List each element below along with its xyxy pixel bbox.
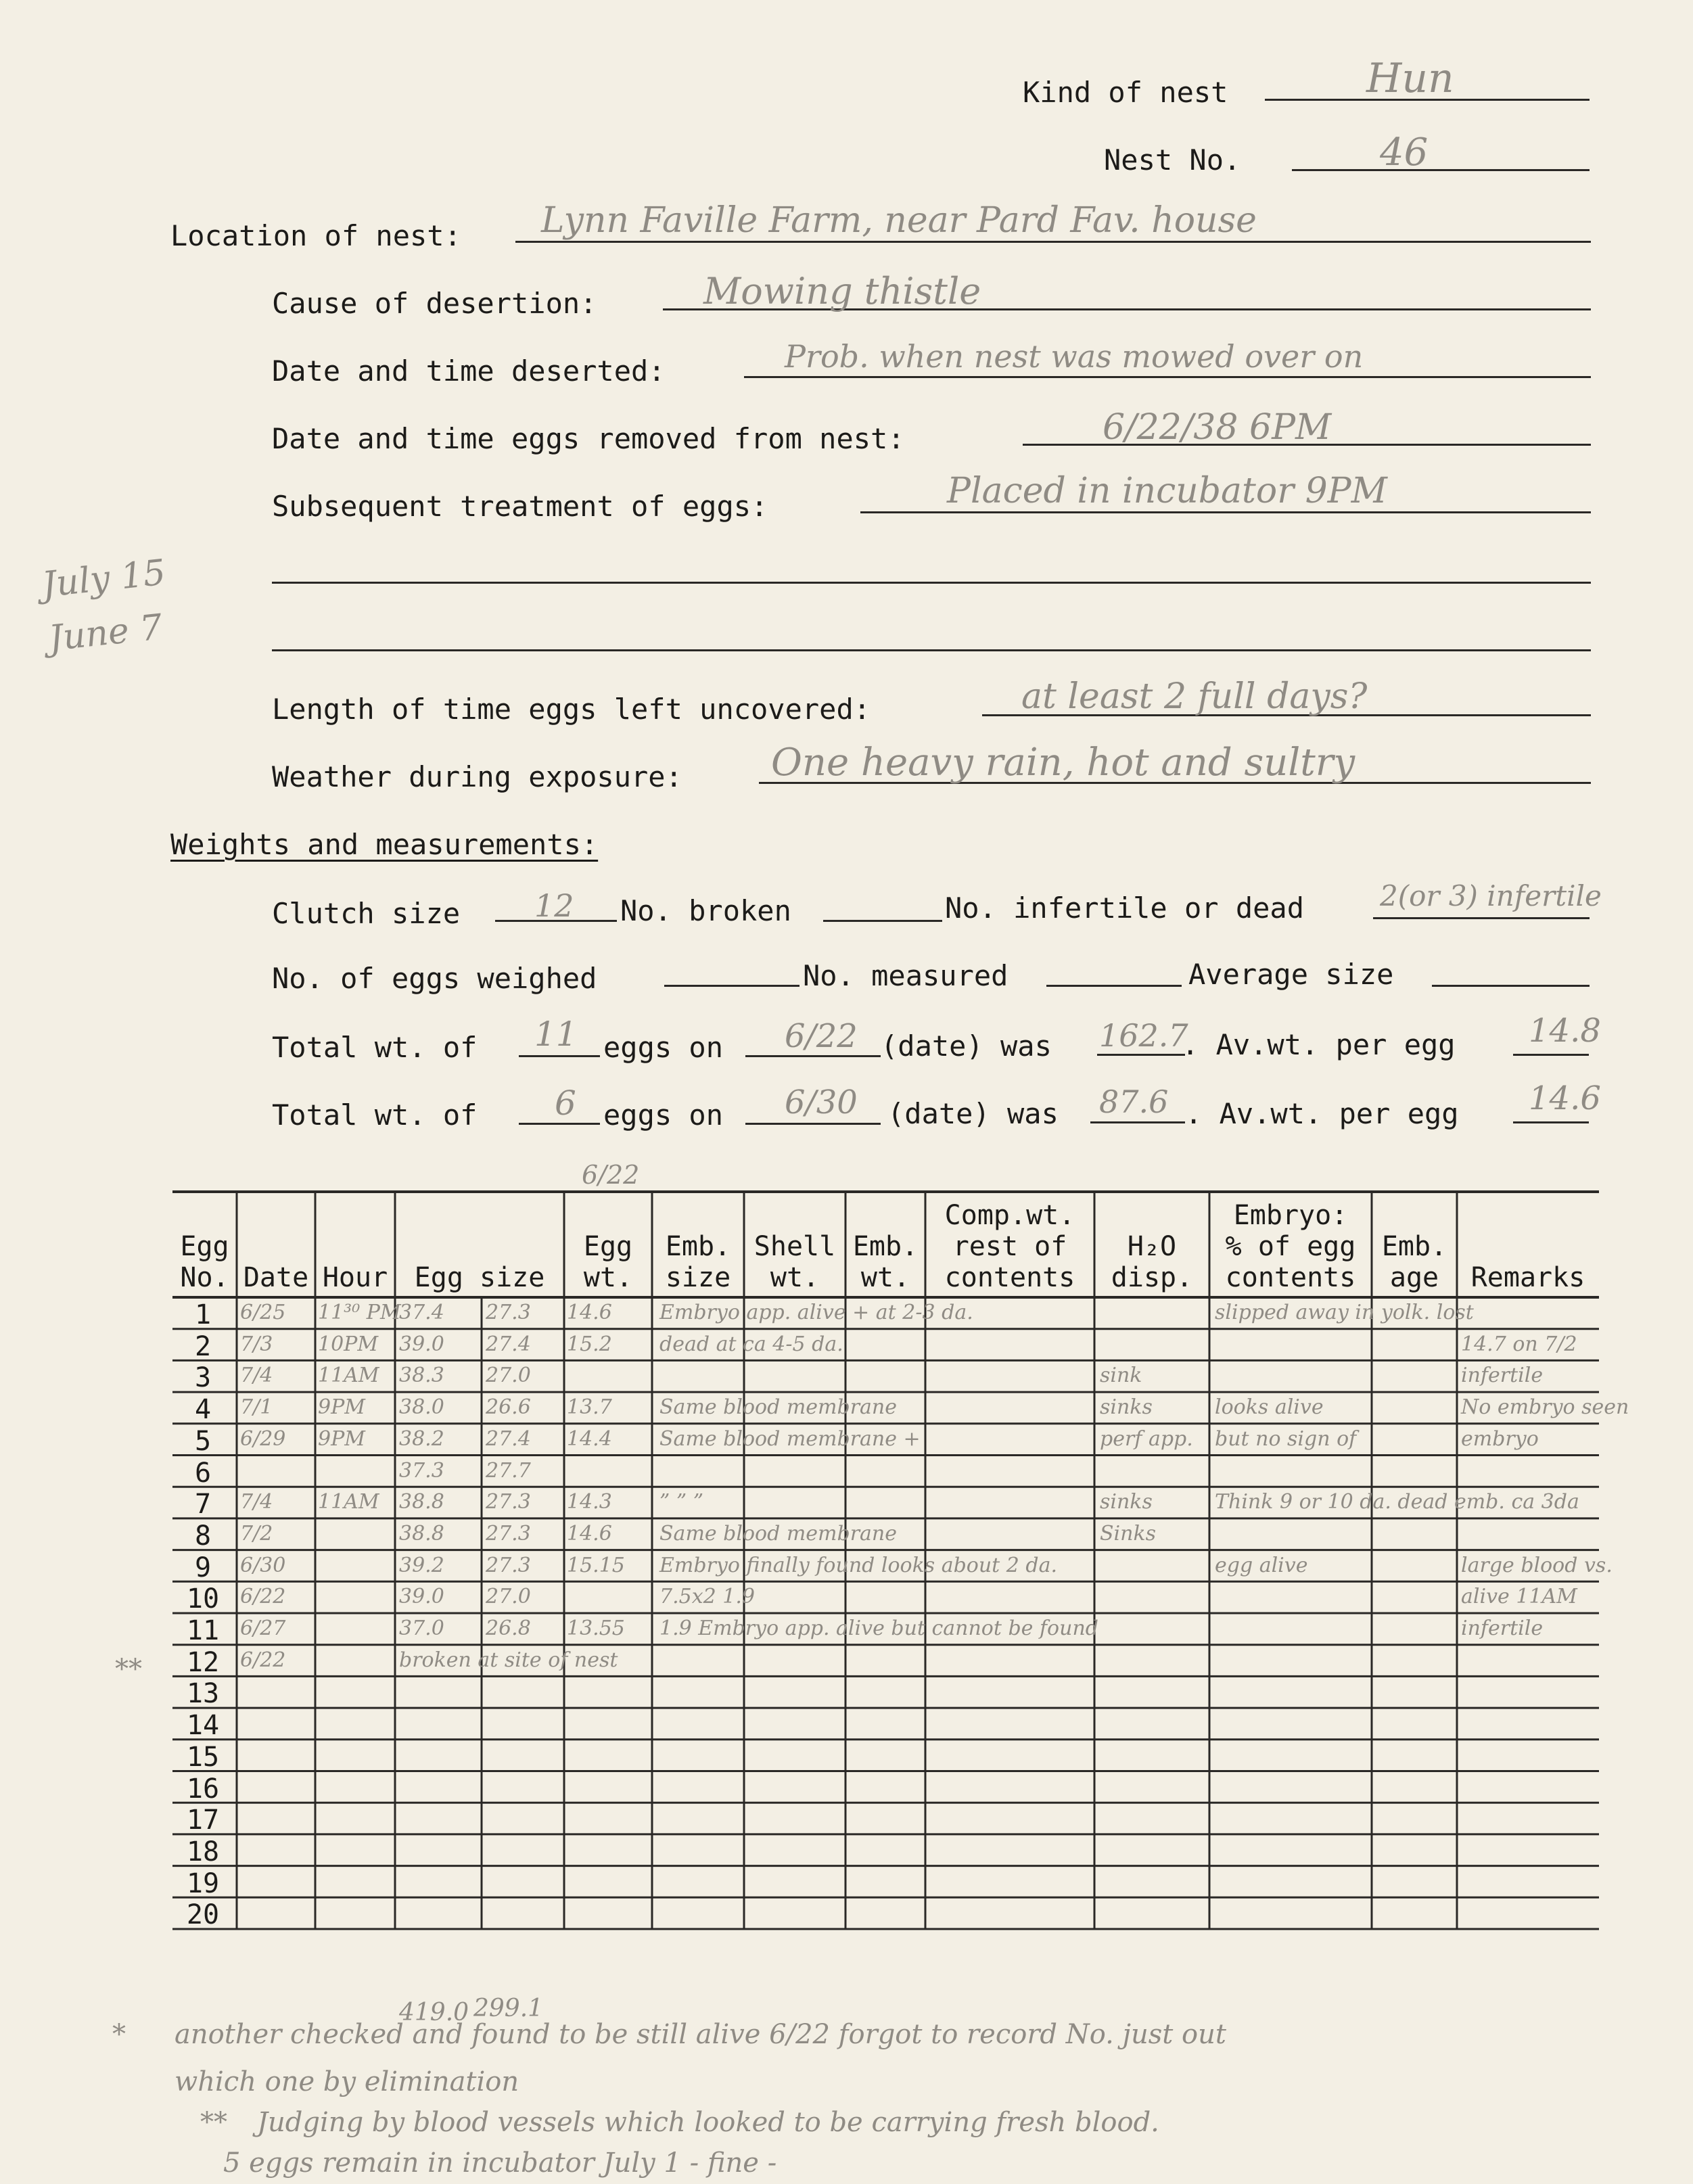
cell-s1: 38.3 [399,1364,444,1388]
cell-s2: 27.3 [486,1301,531,1324]
cell-rem: embryo [1461,1426,1539,1451]
row-number: 16 [186,1773,220,1805]
cell-wt: 14.3 [567,1490,612,1514]
cell-s2: 27.7 [486,1458,531,1483]
date-deserted-label: Date and time deserted: [272,354,666,388]
clutch-label: Clutch size [272,897,461,930]
total2-count: 6 [555,1084,576,1123]
cell-rem: alive 11AM [1461,1585,1577,1609]
cell-s1: 37.3 [399,1458,444,1483]
cell-pct: looks alive [1215,1395,1324,1420]
cell-note: dead at ca 4-5 da. [659,1332,843,1356]
row-number: 14 [186,1710,220,1742]
cell-wt: 14.6 [567,1521,612,1546]
cell-wt: 14.6 [567,1301,612,1324]
cell-s1: 39.2 [399,1553,444,1577]
header-h2o-disp: H₂O disp. [1111,1231,1193,1293]
weights-heading: Weights and measurements: [170,828,599,861]
header-emb-wt: Emb. wt. [852,1231,919,1293]
measured-label: No. measured [803,959,1008,992]
cell-wt: 15.15 [567,1553,625,1577]
cell-note: Same blood membrane [659,1395,897,1420]
weather-value: One heavy rain, hot and sultry [771,741,1355,785]
row-number: 6 [194,1457,212,1489]
cell-date: 6/22 [240,1585,286,1609]
uncovered-value: at least 2 full days? [1021,676,1368,717]
row-number: 15 [186,1741,220,1773]
cell-date: 6/29 [240,1426,286,1451]
header-comp-wt: Comp.wt. rest of contents [944,1200,1075,1293]
cell-h2o: perf app. [1100,1426,1193,1451]
header-emb-size: Emb. size [665,1231,731,1293]
cell-rem: infertile [1461,1364,1544,1388]
total2-wt: 87.6 [1099,1084,1169,1120]
header-egg-size: Egg size [414,1262,545,1293]
clutch-value: 12 [534,887,574,924]
total2-av: 14.6 [1529,1079,1601,1117]
cell-hour: 11AM [318,1364,379,1388]
cell-s1: 37.4 [399,1301,444,1324]
uncovered-label: Length of time eggs left uncovered: [272,693,871,726]
avg-size-label: Average size [1188,958,1394,991]
cell-s1: 38.0 [399,1395,444,1420]
cell-pct: slipped away in yolk. lost [1215,1301,1474,1324]
footer-note-3: 5 eggs remain in incubator July 1 - fine - [223,2147,777,2179]
cell-s2: 26.8 [486,1617,531,1640]
cell-rem: 14.7 on 7/2 [1461,1332,1577,1356]
nest-no-value: 46 [1380,131,1429,175]
cell-rem: large blood vs. [1461,1553,1613,1577]
cell-h2o: sink [1100,1364,1142,1388]
cell-date: 6/30 [240,1553,286,1577]
row-number: 20 [186,1899,220,1931]
cell-wt: 13.55 [567,1617,625,1640]
weighed-label: No. of eggs weighed [272,962,597,995]
cell-hour: 9PM [318,1395,365,1420]
location-value: Lynn Faville Farm, near Pard Fav. house [541,200,1257,241]
cell-date: 7/4 [240,1364,273,1388]
footer-note-2: Judging by blood vessels which looked to be carrying fresh blood. [257,2107,1159,2138]
cell-wt: 13.7 [567,1395,612,1420]
header-shell-wt: Shell wt. [753,1231,836,1293]
cell-s2: 27.0 [486,1364,531,1388]
total2-mid: (date) was [887,1097,1059,1130]
cell-s1: broken at site of nest [399,1648,618,1672]
cell-note: Same blood membrane [659,1521,897,1546]
cell-note: Same blood membrane + [659,1426,921,1451]
cell-date: 6/25 [240,1301,286,1324]
treatment-label: Subsequent treatment of eggs: [272,490,768,523]
header-emb-age: Emb. age [1381,1231,1447,1293]
footer-note-1b: which one by elimination [175,2066,519,2097]
cell-hour: 11AM [318,1490,379,1514]
row-number: 5 [194,1425,212,1457]
cell-hour: 9PM [318,1426,365,1451]
cell-s2: 27.3 [486,1553,531,1577]
row-number: 17 [186,1805,220,1836]
infertile-value: 2(or 3) infertile [1380,879,1602,912]
cell-note: 1.9 Embryo app. alive but cannot be found [659,1617,1098,1640]
cell-wt: 14.4 [567,1426,612,1451]
header-remarks: Remarks [1470,1262,1585,1293]
total2-eggs-on: eggs on [603,1098,724,1132]
cell-h2o: sinks [1100,1395,1153,1420]
footer-note-1: another checked and found to be still alive 6/22 forgot to record No. just out [175,2019,1226,2050]
cell-note: ” ” ” [659,1490,704,1514]
table-above-note: 6/22 [582,1160,640,1190]
cell-rem: No embryo seen [1461,1395,1629,1420]
cell-note: Embryo app. alive + at 2-3 da. [659,1301,973,1324]
cell-s1: 39.0 [399,1585,444,1609]
cell-s2: 27.4 [486,1332,531,1356]
total1-wt: 162.7 [1099,1017,1188,1054]
header-date: Date [243,1262,309,1293]
removed-value: 6/22/38 6PM [1103,407,1332,448]
cell-s2: 27.3 [486,1490,531,1514]
total2-av-label: . Av.wt. per egg [1185,1097,1459,1130]
col-sum-1: 419.0 [399,1999,469,2026]
cell-note: Embryo finally found looks about 2 da. [659,1553,1058,1577]
footer-star-2: ** [200,2107,227,2138]
cause-label: Cause of desertion: [272,287,597,320]
cell-s2: 27.4 [486,1426,531,1451]
infertile-label: No. infertile or dead [945,891,1305,925]
cell-pct: but no sign of [1215,1426,1357,1451]
cell-s1: 38.2 [399,1426,444,1451]
header-embryo-pct: Embryo: % of egg contents [1225,1200,1356,1293]
total1-prefix: Total wt. of [272,1031,478,1064]
treatment-value: Placed in incubator 9PM [947,471,1387,511]
kind-of-nest-label: Kind of nest [1023,76,1228,109]
cell-s1: 37.0 [399,1617,444,1640]
cell-s1: 39.0 [399,1332,444,1356]
row-number: 7 [194,1489,212,1520]
nest-no-label: Nest No. [1104,143,1241,177]
total1-date: 6/22 [785,1017,858,1055]
row-number: 3 [194,1362,212,1394]
location-label: Location of nest: [170,219,461,252]
row-number: 12 [186,1646,220,1678]
row-number: 4 [194,1394,212,1426]
row-number: 9 [194,1552,212,1583]
cause-value: Mowing thistle [703,270,981,312]
cell-h2o: sinks [1100,1490,1153,1514]
cell-date: 6/27 [240,1617,286,1640]
row-number: 19 [186,1867,220,1899]
cell-date: 7/1 [240,1395,273,1420]
margin-note-june: June 7 [47,607,164,659]
broken-label: No. broken [620,894,791,927]
cell-note: 7.5x2 1.9 [659,1585,755,1609]
removed-label: Date and time eggs removed from nest: [272,422,905,455]
total1-av: 14.8 [1529,1012,1601,1050]
row-11-marker: ** [115,1654,142,1685]
cell-s2: 27.3 [486,1521,531,1546]
header-egg-no: Egg No. [180,1231,229,1293]
footer-star-1: * [112,2019,126,2050]
cell-rem: infertile [1461,1617,1544,1640]
cell-wt: 15.2 [567,1332,612,1356]
cell-date: 7/4 [240,1490,273,1514]
col-sum-2: 299.1 [473,1995,544,2022]
cell-date: 6/22 [240,1648,286,1672]
cell-s2: 26.6 [486,1395,531,1420]
row-number: 11 [186,1615,220,1646]
cell-hour: 10PM [318,1332,379,1356]
total1-av-label: . Av.wt. per egg [1182,1028,1456,1061]
row-number: 8 [194,1520,212,1552]
cell-pct: egg alive [1215,1553,1308,1577]
total1-eggs-on: eggs on [603,1031,724,1064]
cell-h2o: Sinks [1100,1521,1157,1546]
cell-date: 7/2 [240,1521,273,1546]
total1-count: 11 [534,1015,578,1054]
cell-date: 7/3 [240,1332,273,1356]
row-number: 13 [186,1678,220,1710]
total1-mid: (date) was [881,1029,1052,1063]
row-number: 10 [186,1583,220,1615]
total2-prefix: Total wt. of [272,1098,478,1132]
row-number: 2 [194,1330,212,1362]
margin-note-july: July 15 [40,552,168,606]
total2-date: 6/30 [785,1084,858,1121]
header-hour: Hour [322,1262,388,1293]
cell-s1: 38.8 [399,1521,444,1546]
row-number: 18 [186,1836,220,1867]
cell-s1: 38.8 [399,1490,444,1514]
cell-hour: 11³⁰ PM [318,1301,401,1324]
kind-of-nest-value: Hun [1366,55,1454,102]
date-deserted-value: Prob. when nest was mowed over on [785,338,1364,375]
cell-s2: 27.0 [486,1585,531,1609]
row-number: 1 [194,1299,212,1330]
cell-pct: Think 9 or 10 da. dead emb. ca 3da [1215,1490,1579,1514]
header-egg-wt: Egg wt. [583,1231,633,1293]
weather-label: Weather during exposure: [272,760,682,793]
